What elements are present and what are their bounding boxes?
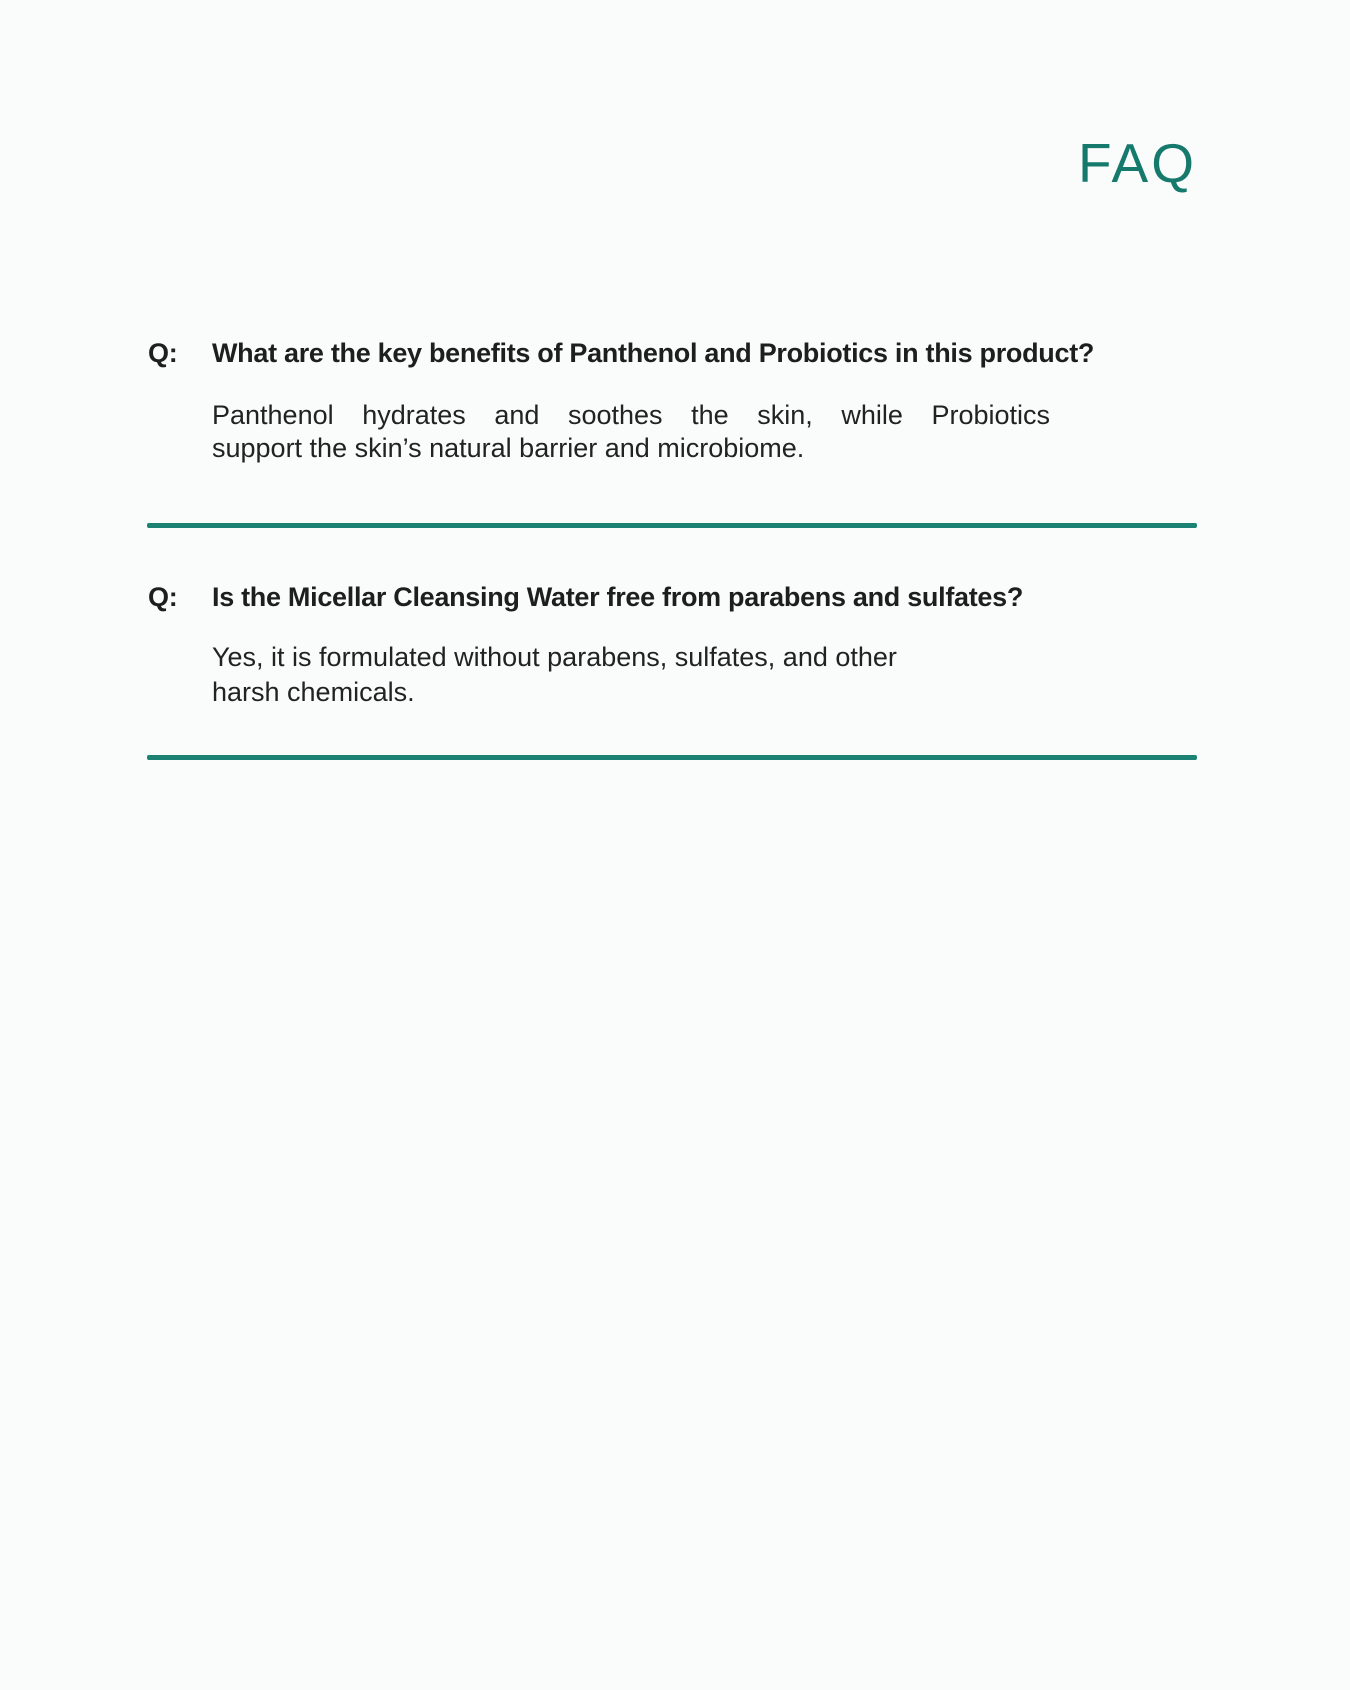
answer-block-2: [212, 640, 1112, 710]
question-marker: Q:: [148, 338, 178, 368]
section-divider: [147, 523, 1197, 528]
question-text: What are the key benefits of Panthenol and Probiotics in this product?: [212, 338, 1095, 368]
page-title: FAQ: [1077, 132, 1197, 194]
answer-line: support the skin’s natural barrier and microbiome.: [212, 433, 805, 463]
question-row-1: [148, 336, 1198, 370]
question-row-2: [148, 580, 1198, 614]
answer-line: Yes, it is formulated without parabens, sulfates, and other: [212, 642, 897, 672]
answer-line: Panthenol hydrates and soothes the skin, while Probiotics: [212, 400, 1050, 430]
section-divider: [147, 755, 1197, 760]
question-marker: Q:: [148, 582, 178, 612]
answer-block-1: [212, 399, 1050, 465]
answer-line: harsh chemicals.: [212, 677, 415, 707]
question-text: Is the Micellar Cleansing Water free from parabens and sulfates?: [212, 582, 1024, 612]
